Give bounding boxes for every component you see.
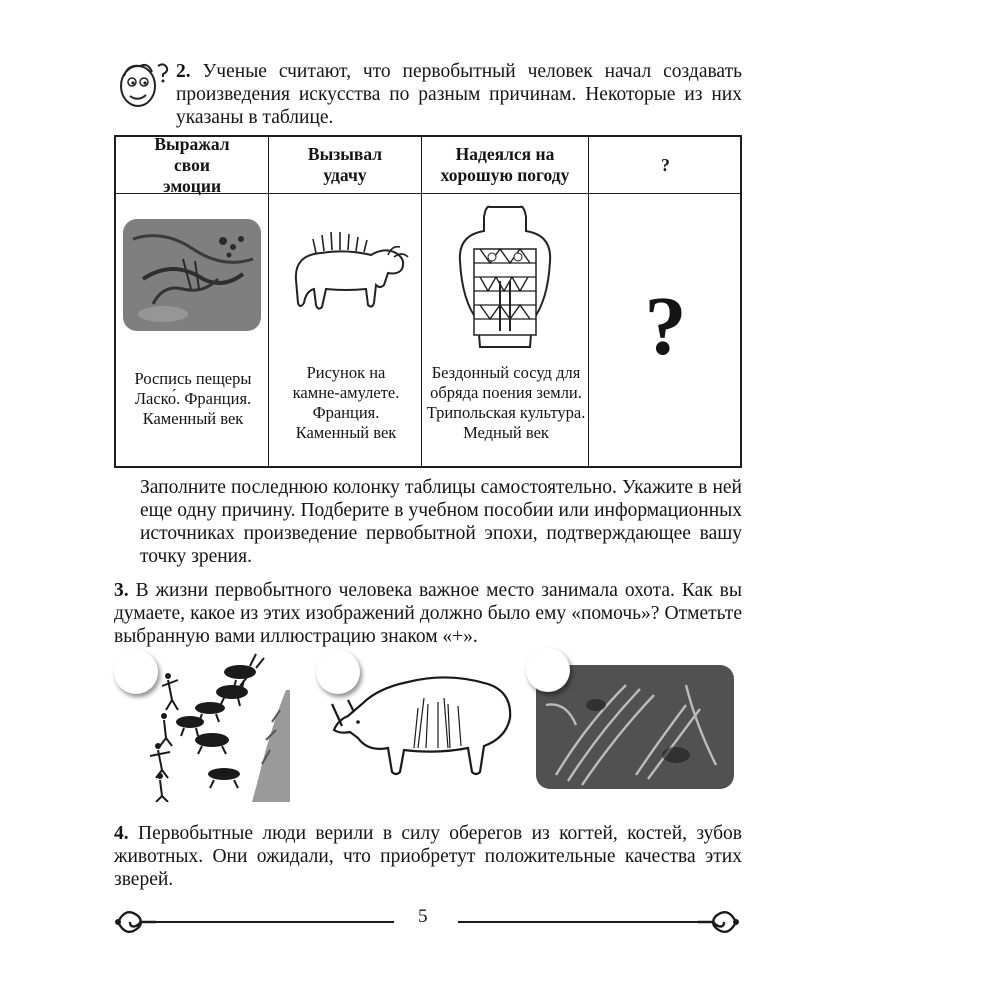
hunting-scene-image — [140, 650, 290, 802]
thinking-face-icon — [116, 58, 172, 110]
task-4 — [114, 822, 742, 891]
left-ornament-icon — [112, 904, 156, 940]
caption-vessel: Бездонный сосуд для обряда поения земли. Трипольская культура. Медный век — [426, 363, 586, 442]
table-header-unknown: ? — [661, 154, 670, 175]
answer-circle-3[interactable] — [526, 648, 570, 692]
page-number: 5 — [418, 906, 428, 927]
right-ornament-icon — [698, 904, 742, 940]
task-3 — [114, 579, 742, 648]
question-mark: ? — [644, 280, 687, 373]
lascaux-cave-painting-image — [123, 219, 261, 331]
table-header-weather: Надеялся на хорошую погоду — [440, 144, 570, 185]
answer-circle-2[interactable] — [316, 650, 360, 694]
task-3-number: 3. — [114, 580, 129, 601]
task-2-text: Ученые считают, что первобытный человек начал создавать произведения искусства по разным причинам. Некоторые из них указаны в таблице. — [176, 61, 742, 128]
task-4-number: 4. — [114, 823, 129, 844]
table-header-emotions: Выражал свои эмоции — [154, 133, 230, 196]
footer-rule-left — [156, 921, 394, 923]
answer-circle-1[interactable] — [114, 650, 158, 694]
reasons-table — [114, 135, 742, 468]
trypillia-vessel-image — [450, 201, 560, 351]
rock-engraving-image — [536, 665, 734, 789]
task-4-text: Первобытные люди верили в силу оберегов из когтей, костей, зубов животных. Они ожидали, что приобретут положительные качества этих зверей. — [114, 823, 743, 890]
table-header-luck: Вызывал удачу — [307, 144, 383, 185]
task-2 — [176, 60, 742, 129]
caption-lascaux: Роспись пещеры Ласко́. Франция. Каменный век — [134, 369, 252, 428]
amulet-bison-drawing-image — [276, 225, 416, 325]
footer-rule-right — [458, 921, 698, 923]
task-3-text: В жизни первобытного человека важное место занимала охота. Как вы думаете, какое из этих изображений должно было ему «помочь»? Отметьте выбранную вами иллюстрацию знаком «+». — [114, 580, 742, 647]
woolly-rhinoceros-image — [328, 668, 524, 780]
task-2-number: 2. — [176, 61, 191, 82]
caption-amulet: Рисунок на камне-амулете. Франция. Каменный век — [292, 363, 400, 442]
task-2-followup: Заполните последнюю колонку таблицы самостоятельно. Укажите в ней еще одну причину. Подберите в учебном пособии или информационных источниках произведение первобытной эпохи, подтверждающее вашу точку зрения. — [140, 477, 742, 567]
